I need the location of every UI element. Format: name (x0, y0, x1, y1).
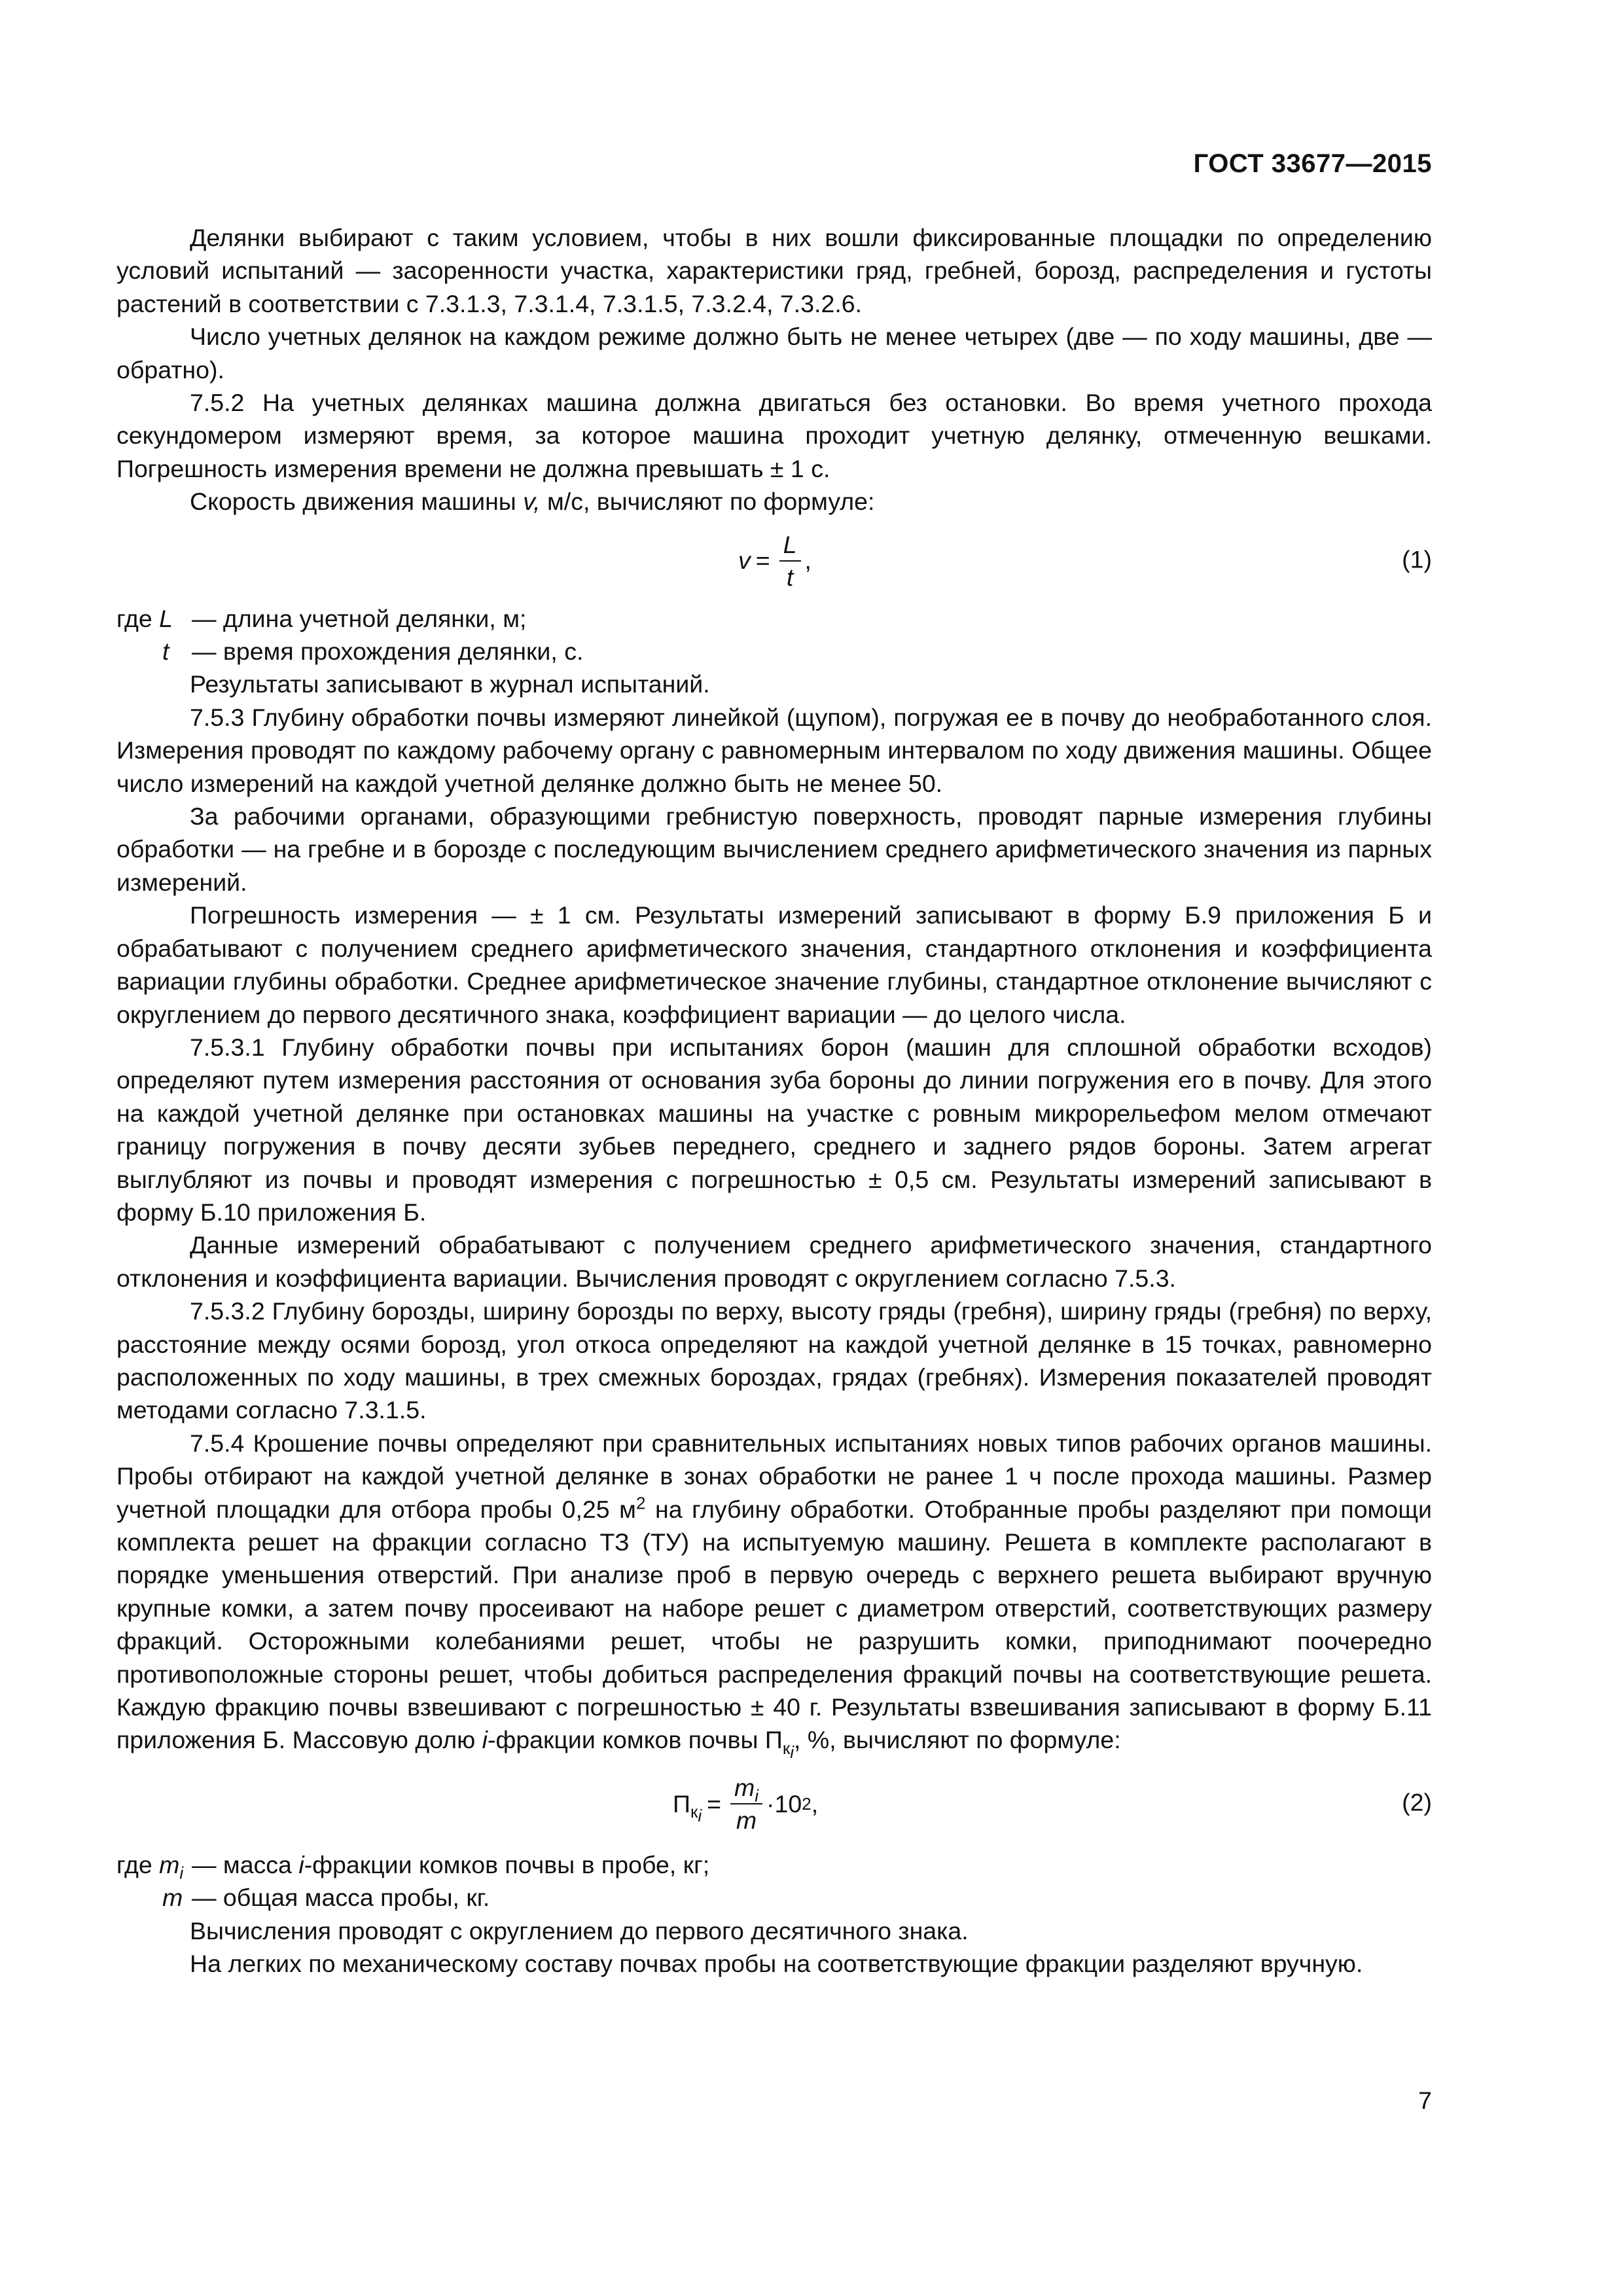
document-body (116, 221, 1432, 1980)
def-prefix: — масса (192, 1850, 299, 1878)
fraction (730, 1773, 762, 1835)
text-span: Скорость движения машины (190, 488, 524, 516)
where-line (116, 635, 1432, 668)
paragraph: Погрешность измерения — ± 1 см. Результаты измерений записывают в форму Б.9 приложения Б и обрабатывают с получением среднего арифметического значения, стандартного отклонения и коэффициента вариации глубины обработки. Среднее арифметическое значение глубины, стандартное отклонение вычисляют с округлением до первого десятичного знака, коэффициент вариации — до целого числа. (116, 901, 1432, 1028)
where-definition: — длина учетной делянки, м; (192, 604, 527, 632)
subscript-index: i (790, 1742, 794, 1763)
formula-number: (2) (1402, 1788, 1432, 1816)
where-variable-sub: i (179, 1863, 184, 1883)
where-definition: — общая масса пробы, кг. (192, 1884, 490, 1912)
text-span: , %, вычисляют по формуле: (794, 1726, 1121, 1754)
where-prefix: где (116, 604, 160, 632)
numerator-var: m (734, 1773, 755, 1801)
paragraph: Данные измерений обрабатывают с получением среднего арифметического значения, стандартного отклонения и коэффициента вариации. Вычисления проводят с округлением согласно 7.5.3. (116, 1231, 1432, 1292)
lhs-symbol: П (673, 1789, 690, 1818)
page-number: 7 (1418, 2087, 1432, 2114)
text-span: 7.5.4 Крошение почвы определяют при сравнительных испытаниях новых типов рабочих органов машины. Пробы отбирают на каждой учетной делянке в зонах обработки не ранее 1 ч после прохода машины. Размер учетной площадки для отбора пробы 0,25 м (116, 1429, 1432, 1523)
subscript (782, 1738, 794, 1763)
where-label (116, 602, 173, 635)
paragraph: 7.5.2 На учетных делянках машина должна двигаться без остановки. Во время учетного прохода секундомером измеряют время, за которое машина проходит учетную делянку, отмеченную вешками. Погрешность измерения времени не должна превышать ± 1 с. (116, 389, 1432, 482)
variable: i (482, 1726, 488, 1754)
paragraph (116, 1427, 1432, 1763)
paragraph: 7.5.3.1 Глубину обработки почвы при испытаниях борон (машин для сплошной обработки всходов) определяют путем измерения расстояния от основания зуба бороны до линии погружения его в почву. Для этого на каждой учетной делянке при остановках машины на участке с ровным микрорельефом мелом отмечают границу погружения в почву десяти зубьев переднего, среднего и заднего рядов бороны. Затем агрегат выглубляют из почвы и проводят измерения с погрешностью ± 0,5 см. Результаты измерений записывают в форму Б.10 приложения Б. (116, 1033, 1432, 1226)
formula-1 (116, 522, 1432, 600)
where-variable: L (159, 604, 173, 632)
where-prefix: где (116, 1850, 160, 1878)
formula-trail: , (811, 1789, 819, 1818)
text-span: на глубину обработки. Отобранные пробы разделяют при помощи комплекта решет на фракции согласно ТЗ (ТУ) на испытуемую машину. Решета в комплекте располагают в порядке уменьшения отверстий. При анализе проб в первую очередь с верхнего решета выбирают вручную крупные комки, а затем почву просеивают на наборе решет с диаметром отверстий, соответствующих размеру фракций. Осторожными колебаниями решет, чтобы не разрушить комки, приподнимают поочередно противоположные стороны решет, чтобы добиться распределения фракций почвы на соответствующие решета. Каждую фракцию почвы взвешивают с погрешностью ± 40 г. Результаты взвешивания записывают в форму Б.11 приложения Б. Массовую долю (116, 1495, 1432, 1754)
fraction (779, 530, 801, 592)
variable: v, (523, 488, 541, 516)
formula-trail: , (804, 547, 812, 575)
formula-lhs: v (738, 547, 751, 575)
where-label (116, 1848, 183, 1881)
equals-sign: = (707, 1789, 722, 1818)
fraction-numerator (730, 1773, 762, 1804)
fraction-numerator: L (779, 530, 801, 562)
text-span: м/с, вычисляют по формуле: (540, 488, 875, 516)
multiplier: ·10 (766, 1789, 802, 1818)
numerator-sub: i (755, 1785, 759, 1806)
fraction-denominator: t (786, 563, 794, 591)
standard-header: ГОСТ 33677—2015 (1193, 149, 1432, 178)
lhs-subscript-text: к (690, 1802, 698, 1822)
paragraph: За рабочими органами, образующими гребнистую поверхность, проводят парные измерения глубины обработки — на гребне и в борозде с последующим вычислением среднего арифметического значения из парных измерений. (116, 802, 1432, 896)
where-definition: — время прохождения делянки, с. (192, 637, 584, 666)
where-variable: m (162, 1884, 183, 1912)
text-span: -фракции комков почвы П (487, 1726, 783, 1754)
paragraph: Делянки выбирают с таким условием, чтобы в них вошли фиксированные площадки по определению условий испытаний — засоренности участка, характеристики гряд, гребней, борозд, распределения и густоты растений в соответствии с 7.3.1.3, 7.3.1.4, 7.3.1.5, 7.3.2.4, 7.3.2.6. (116, 224, 1432, 317)
formula-expression: $П_{к_i}$ = $\frac{m_i}{m}$ ·10 2 , (673, 1773, 819, 1834)
formula-number: (1) (1402, 545, 1432, 573)
subscript-text: к (782, 1738, 791, 1758)
paragraph: 7.5.3 Глубину обработки почвы измеряют линейкой (щупом), погружая ее в почву до необработанного слоя. Измерения проводят по каждому рабочему органу с равномерным интервалом по ходу движения машины. Общее число измерений на каждой учетной делянке должно быть не менее 50. (116, 703, 1432, 797)
where-line (116, 1881, 1432, 1914)
where-line (116, 1848, 1432, 1881)
lhs-subscript-index: i (698, 1806, 702, 1826)
paragraph: На легких по механическому составу почвах пробы на соответствующие фракции разделяют вручную. (190, 1950, 1363, 1978)
def-variable: i (298, 1850, 304, 1878)
superscript: 2 (635, 1493, 646, 1513)
paragraph: Число учетных делянок на каждом режиме должно быть не менее четырех (две — по ходу машины, две — обратно). (116, 323, 1432, 384)
formula-expression (738, 522, 812, 600)
paragraph: Результаты записывают в журнал испытаний. (190, 670, 710, 698)
where-variable: m (159, 1850, 180, 1878)
formula-lhs (673, 1787, 702, 1826)
where-line (116, 602, 1432, 635)
paragraph: 7.5.3.2 Глубину борозды, ширину борозды по верху, высоту гряды (гребня), ширину гряды (гребня) по верху, расстояние между осями борозд, угол откоса определяют на каждой учетной делянке в 15 точках, равномерно расположенных по ходу машины, в трех смежных бороздах, грядах (гребнях). Измерения показателей проводят методами согласно 7.3.1.5. (116, 1297, 1432, 1424)
paragraph (116, 485, 1432, 518)
where-definition (192, 1848, 709, 1881)
lhs-subscript (690, 1802, 702, 1826)
def-suffix: -фракции комков почвы в пробе, кг; (304, 1850, 710, 1878)
equals-sign: = (755, 547, 770, 575)
paragraph: Вычисления проводят с округлением до первого десятичного знака. (190, 1916, 969, 1945)
where-variable: t (162, 637, 169, 666)
formula-2 (116, 1762, 1432, 1846)
fraction-denominator: m (736, 1806, 757, 1834)
